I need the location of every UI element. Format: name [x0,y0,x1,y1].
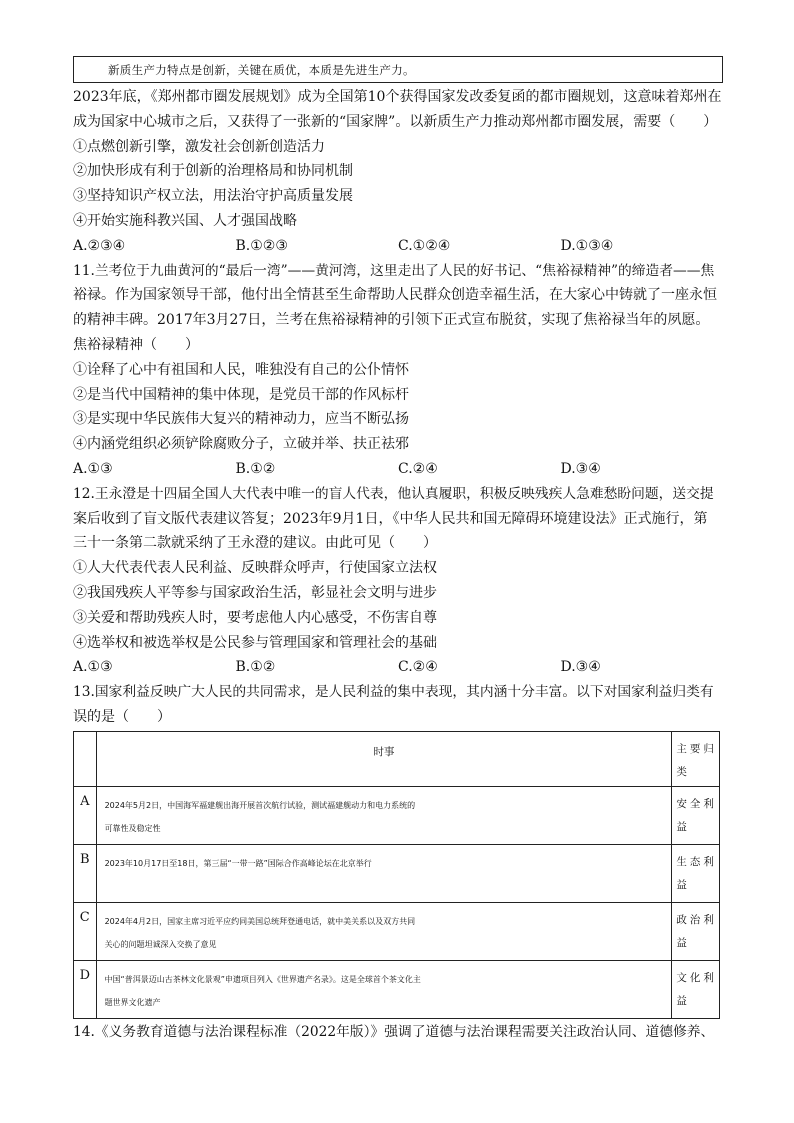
row-letter: B [74,844,97,902]
question-12 [73,482,723,680]
question-stem-line: 2023年底，《郑州都市圈发展规划》成为全国第10个获得国家发改委复函的都市圈规划，这意味着郑州在 [73,89,722,105]
table-row [74,786,720,844]
table-row [74,960,720,1018]
question-stem-line: 误的是（ ） [73,708,171,725]
answer-options [73,655,723,680]
option-a[interactable]: A.①③ [73,460,113,477]
row-event [96,902,672,960]
boxed-note: 新质生产力特点是创新，关键在质优，本质是先进生产力。 [73,56,723,83]
table-row [74,902,720,960]
row-type [672,844,720,902]
event-line: 题世界文化遗产 [104,997,161,1007]
table-header-event: 时事 [96,731,672,786]
statement-item: ①点燃创新引擎，激发社会创新创造活力 [73,138,325,155]
event-line: 可靠性及稳定性 [104,823,161,833]
table-header-type [672,731,720,786]
statement-item: ②加快形成有利于创新的治理格局和协同机制 [73,163,353,180]
option-a[interactable]: A.①③ [73,659,113,676]
row-event [96,844,672,902]
table-header-row [74,731,720,786]
row-event [96,786,672,844]
question-stem-line: 裕禄。作为国家领导干部，他付出全情甚至生命帮助人民群众创造幸福生活，在大家心中铸就了一座永恒 [73,287,717,304]
statement-item: ③关爱和帮助残疾人时，要考虑他人内心感受，不伤害自尊 [73,609,437,626]
statement-item: ②是当代中国精神的集中体现，是党员干部的作风标杆 [73,386,409,403]
type-line: 益 [676,936,690,949]
header-type-line: 类 [676,765,690,778]
option-a[interactable]: A.②③④ [73,237,126,254]
question-stem-line: 11.兰考位于九曲黄河的“最后一湾”——黄河湾，这里走出了人民的好书记、“焦裕禄精神”的缔造者——焦 [73,262,715,279]
type-line: 政治利 [676,913,717,926]
event-line: 2024年5月2日，中国海军福建舰出海开展首次航行试验，测试福建舰动力和电力系统的 [104,800,416,810]
question-stem-line: 13.国家利益反映广大人民的共同需求，是人民利益的集中表现，其内涵十分丰富。以下对国家利益归类有 [73,684,714,701]
interest-table [73,731,720,1019]
option-b[interactable]: B.①②③ [235,237,288,254]
question-stem-line: 案后收到了盲文版代表建议答复；2023年9月1日，《中华人民共和国无障碍环境建设法》正式施行，第 [73,510,708,527]
type-line: 益 [676,994,690,1007]
question-stem-line: 12.王永澄是十四届全国人大代表中唯一的盲人代表，他认真履职，积极反映残疾人急难愁盼问题，送交提 [73,485,714,502]
row-letter: D [74,960,97,1018]
question-10 [73,85,723,259]
type-line: 益 [676,820,690,833]
statement-item: ④选举权和被选举权是公民参与管理国家和管理社会的基础 [73,634,437,651]
statement-item: ①人大代表代表人民利益、反映群众呼声，行使国家立法权 [73,560,437,577]
option-d[interactable]: D.①③④ [560,237,614,254]
row-letter: A [74,786,97,844]
statement-item: ①诠释了心中有祖国和人民，唯独没有自己的公仆情怀 [73,361,409,378]
question-stem-line: 成为国家中心城市之后，又获得了一张新的“国家牌”。以新质生产力推动郑州都市圈发展，需要（ ） [73,113,718,130]
question-11 [73,259,723,482]
type-line: 文化利 [676,971,717,984]
row-type [672,960,720,1018]
statement-item: ②我国残疾人平等参与国家政治生活，彰显社会文明与进步 [73,584,437,601]
option-d[interactable]: D.③④ [560,659,601,676]
event-line: 关心的问题坦诚深入交换了意见 [104,939,217,949]
header-type-line: 主要归 [676,742,717,755]
table-header-blank [74,731,97,786]
question-13 [73,680,723,1019]
event-line: 2024年4月2日，国家主席习近平应约同美国总统拜登通电话，就中美关系以及双方共同 [104,916,416,926]
question-stem-line: 14.《义务教育道德与法治课程标准（2022年版）》强调了道德与法治课程需要关注政治认同、道德修养、 [73,1023,715,1040]
row-event [96,960,672,1018]
row-type [672,902,720,960]
type-line: 生态利 [676,855,717,868]
option-c[interactable]: C.①②④ [398,237,451,254]
row-type [672,786,720,844]
option-d[interactable]: D.③④ [560,460,601,477]
option-b[interactable]: B.①② [235,659,276,676]
question-stem-line: 三十一条第二款就采纳了王永澄的建议。由此可见（ ） [73,535,437,552]
option-b[interactable]: B.①② [235,460,276,477]
statement-item: ④开始实施科教兴国、人才强国战略 [73,212,297,229]
option-c[interactable]: C.②④ [398,659,438,676]
answer-options [73,457,723,482]
option-c[interactable]: C.②④ [398,460,438,477]
statement-item: ③坚持知识产权立法，用法治守护高质量发展 [73,188,353,205]
question-stem-line: 的精神丰碑。2017年3月27日，兰考在焦裕禄精神的引领下正式宣布脱贫，实现了焦裕禄当年的夙愿。 [73,312,710,329]
statement-item: ④内涵党组织必须铲除腐败分子，立破并举、扶正祛邪 [73,436,409,453]
type-line: 安全利 [676,797,717,810]
exam-page [73,56,723,1045]
event-line: 中国“普洱景迈山古茶林文化景观”申遗项目列入《世界遗产名录》。这是全球首个茶文化主 [104,974,421,984]
statement-item: ③是实现中华民族伟大复兴的精神动力，应当不断弘扬 [73,411,409,428]
question-stem-line: 焦裕禄精神（ ） [73,336,199,353]
type-line: 益 [676,878,690,891]
question-14 [73,1020,723,1045]
row-letter: C [74,902,97,960]
event-line: 2023年10月17日至18日，第三届“一带一路”国际合作高峰论坛在北京举行 [104,858,372,868]
answer-options [73,234,723,259]
table-row [74,844,720,902]
